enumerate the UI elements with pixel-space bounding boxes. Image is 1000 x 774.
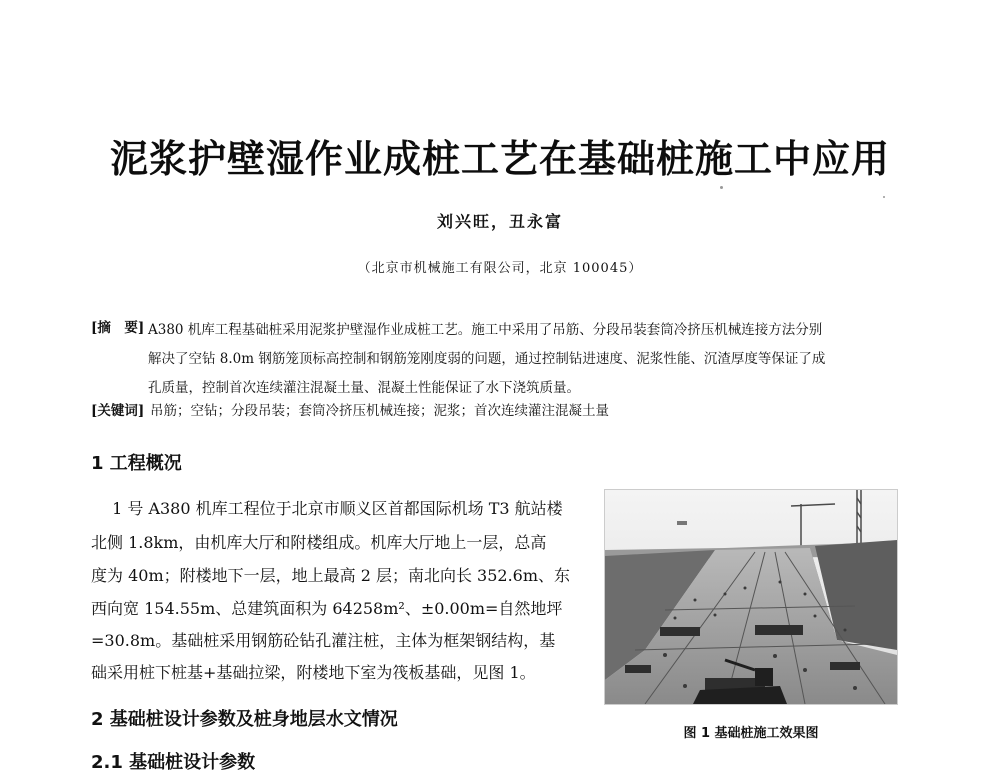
body-line: =30.8m。基础桩采用钢筋砼钻孔灌注桩，主体为框架钢结构，基 bbox=[91, 631, 556, 650]
section-2-1-heading: 2.1 基础桩设计参数 bbox=[91, 752, 256, 773]
abstract-line: A380 机库工程基础桩采用泥浆护壁湿作业成桩工艺。施工中采用了吊筋、分段吊装套筒冷挤压机械连接方法分别 bbox=[148, 322, 823, 338]
section-1-heading: 1 工程概况 bbox=[91, 453, 182, 474]
body-line: 1 号 A380 机库工程位于北京市顺义区首都国际机场 T3 航站楼 bbox=[91, 499, 563, 518]
abstract-line: 解决了空钻 8.0m 钢筋笼顶标高控制和钢筋笼刚度弱的问题，通过控制钻进速度、泥浆性能、沉渣厚度等保证了成 bbox=[148, 351, 826, 367]
affiliation: （北京市机械施工有限公司，北京 100045） bbox=[357, 261, 643, 276]
figure-1-photo bbox=[604, 489, 898, 705]
body-line: 础采用桩下桩基+基础拉梁，附楼地下室为筏板基础，见图 1。 bbox=[91, 663, 536, 682]
keywords-text: 吊筋；空钻；分段吊装；套筒冷挤压机械连接；泥浆；首次连续灌注混凝土量 bbox=[150, 403, 609, 419]
section-2-heading: 2 基础桩设计参数及桩身地层水文情况 bbox=[91, 709, 398, 730]
abstract-label: [摘 要] bbox=[91, 320, 145, 336]
figure-1-caption: 图 1 基础桩施工效果图 bbox=[683, 726, 819, 741]
body-line: 度为 40m；附楼地下一层，地上最高 2 层；南北向长 352.6m、东 bbox=[91, 566, 571, 585]
keywords-label: [关键词] bbox=[91, 403, 145, 419]
authors: 刘兴旺，丑永富 bbox=[436, 212, 563, 231]
body-line: 西向宽 154.55m、总建筑面积为 64258m²、±0.00m=自然地坪 bbox=[91, 599, 563, 618]
abstract-line: 孔质量，控制首次连续灌注混凝土量、混凝土性能保证了水下浇筑质量。 bbox=[148, 380, 580, 396]
paper-title: 泥浆护壁湿作业成桩工艺在基础桩施工中应用 bbox=[109, 137, 890, 181]
body-line: 北侧 1.8km，由机库大厅和附楼组成。机库大厅地上一层，总高 bbox=[91, 533, 547, 552]
